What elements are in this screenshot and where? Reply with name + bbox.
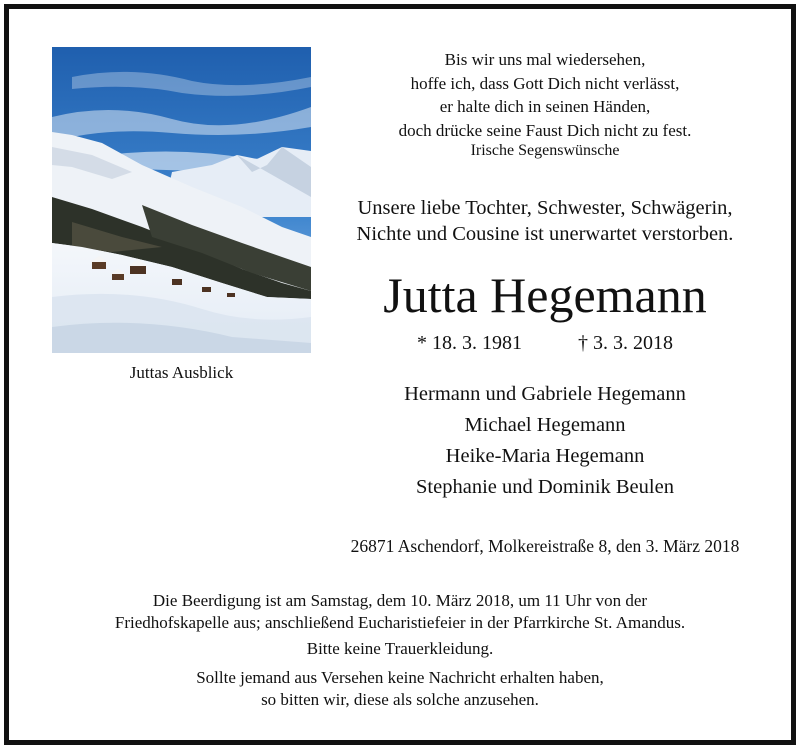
poem-line: doch drücke seine Faust Dich nicht zu fest. — [398, 120, 692, 140]
death-announcement-intro — [330, 196, 760, 247]
photo-caption: Juttas Ausblick — [129, 363, 234, 382]
poem-source: Irische Segenswünsche — [470, 142, 620, 159]
poem-line: er halte dich in seinen Händen, — [439, 97, 651, 116]
funeral-details — [40, 590, 760, 633]
funeral-line: Friedhofskapelle aus; anschließend Eucharistiefeier in der Pfarrkirche St. Amandus. — [114, 612, 686, 632]
notice-line: Sollte jemand aus Versehen keine Nachricht erhalten haben, — [196, 668, 604, 687]
address-line: 26871 Aschendorf, Molkereistraße 8, den 3. März 2018 — [350, 536, 740, 556]
mountain-photo — [52, 47, 311, 353]
mourners-list — [330, 379, 760, 503]
snowy-mountain-landscape-icon — [52, 47, 311, 353]
life-dates — [330, 332, 760, 355]
poem-line: Bis wir uns mal wiedersehen, — [444, 50, 646, 69]
notice-line: so bitten wir, diese als solche anzusehen. — [261, 689, 539, 709]
birth-date: * 18. 3. 1981 — [417, 332, 522, 354]
mourner: Heike-Maria Hegemann — [445, 445, 645, 467]
deceased-name: Jutta Hegemann — [383, 267, 707, 323]
notification-notice — [40, 667, 760, 710]
poem-line: hoffe ich, dass Gott Dich nicht verlässt, — [410, 73, 680, 93]
mourner: Hermann und Gabriele Hegemann — [404, 383, 686, 405]
mourner: Stephanie und Dominik Beulen — [416, 476, 674, 498]
intro-line: Unsere liebe Tochter, Schwester, Schwägerin, — [357, 197, 733, 219]
death-date: † 3. 3. 2018 — [578, 332, 673, 354]
intro-line: Nichte und Cousine ist unerwartet verstorben. — [356, 222, 734, 245]
mourner: Michael Hegemann — [464, 414, 626, 436]
poem — [330, 48, 760, 142]
funeral-line: Die Beerdigung ist am Samstag, dem 10. März 2018, um 11 Uhr von der — [152, 591, 648, 610]
no-mourning-clothes-note: Bitte keine Trauerkleidung. — [306, 639, 494, 658]
